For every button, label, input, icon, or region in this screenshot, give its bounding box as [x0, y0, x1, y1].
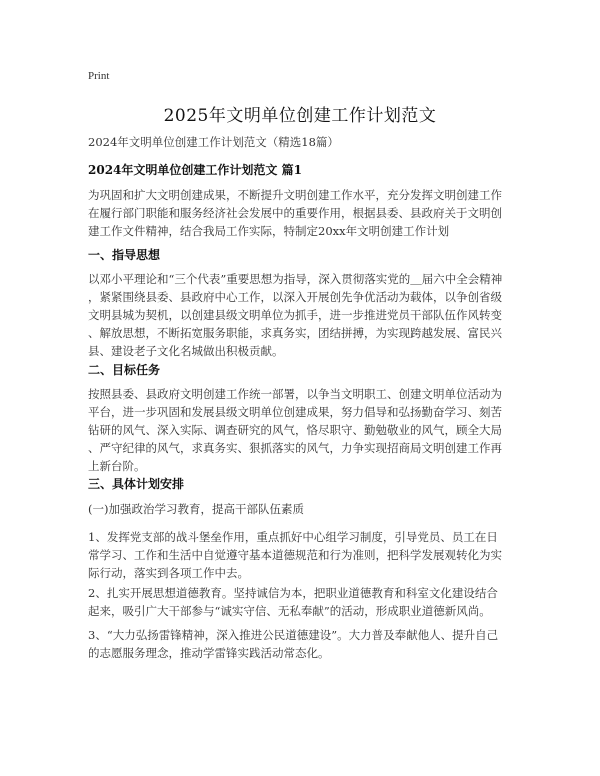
paragraph-line: 上新台阶。 — [88, 459, 146, 473]
paragraph-line: 际行动，落实到各项工作中去。 — [88, 566, 249, 580]
paragraph-line: 常学习、工作和生活中自觉遵守基本道德规范和行为准则，把科学发展观转化为实 — [88, 548, 502, 562]
paragraph-line: 以邓小平理论和“三个代表”重要思想为指导，深入贯彻落实党的＿届六中全会精神 — [88, 272, 503, 286]
plan-item-1 — [88, 528, 518, 582]
paragraph-line: 文明县城为契机，以创建县级文明单位为抓手，进一步推进党员干部队伍作风转变 — [88, 308, 502, 322]
plan-item-2 — [88, 584, 518, 620]
plan-subheading — [88, 500, 518, 518]
plan-item-3 — [88, 626, 518, 662]
intro-paragraph — [88, 186, 518, 240]
paragraph-line: 在履行部门职能和服务经济社会发展中的重要作用，根据县委、县政府关于文明创 — [88, 206, 502, 220]
paragraph-line: 起来，吸引广大干部参与“诚实守信、无私奉献”的活动，形成职业道德新风尚。 — [88, 604, 491, 618]
section-heading-goals: 二、目标任务 — [88, 363, 161, 377]
section-heading-guiding-ideology: 一、指导思想 — [88, 248, 161, 262]
paragraph-line: 、严守纪律的风气，求真务实、狠抓落实的风气，力争实现招商局文明创建工作再 — [88, 441, 502, 455]
paragraph-line: ，紧紧围绕县委、县政府中心工作，以深入开展创先争优活动为载体，以争创省级 — [88, 290, 502, 304]
paragraph-line: 、解放思想，不断拓宽服务职能，求真务实，团结拼搏，为实现跨越发展、富民兴 — [88, 326, 502, 340]
paragraph-line: 钻研的风气、深入实际、调查研究的风气，恪尽职守、勤勉敬业的风气，顾全大局 — [88, 423, 502, 437]
paragraph-line: (一)加强政治学习教育，提高干部队伍素质 — [88, 502, 304, 516]
section-heading-plan: 三、具体计划安排 — [88, 477, 185, 491]
paragraph-line: 县、建设老子文化名城做出积极贡献。 — [88, 344, 284, 358]
paragraph-line: 3、“大力弘扬雷锋精神，深入推进公民道德建设”。大力普及奉献他人、提升自己 — [88, 628, 499, 642]
paragraph-line: 平台，进一步巩固和发展县级文明单位创建成果，努力倡导和弘扬勤奋学习、刻苦 — [88, 405, 502, 419]
subtitle: 2024年文明单位创建工作计划范文（精选18篇） — [88, 135, 339, 149]
article-heading: 2024年文明单位创建工作计划范文 篇1 — [88, 163, 302, 177]
paragraph-line: 的志愿服务理念，推动学雷锋实践活动常态化。 — [88, 646, 330, 660]
page-title: 2025年文明单位创建工作计划范文 — [163, 106, 437, 126]
guiding-ideology-paragraph — [88, 270, 518, 360]
goals-paragraph — [88, 385, 518, 475]
paragraph-line: 2、扎实开展思想道德教育。坚持诚信为本，把职业道德教育和科室文化建设结合 — [88, 586, 498, 600]
paragraph-line: 为巩固和扩大文明创建成果，不断提升文明创建工作水平，充分发挥文明创建工作 — [88, 188, 502, 202]
paragraph-line: 按照县委、县政府文明创建工作统一部署，以争当文明职工、创建文明单位活动为 — [88, 387, 502, 401]
paragraph-line: 1、发挥党支部的战斗堡垒作用，重点抓好中心组学习制度，引导党员、员工在日 — [88, 530, 498, 544]
paragraph-line: 建工作文件精神，结合我局工作实际，特制定20xx年文明创建工作计划 — [88, 224, 450, 238]
print-link[interactable]: Print — [88, 70, 110, 82]
